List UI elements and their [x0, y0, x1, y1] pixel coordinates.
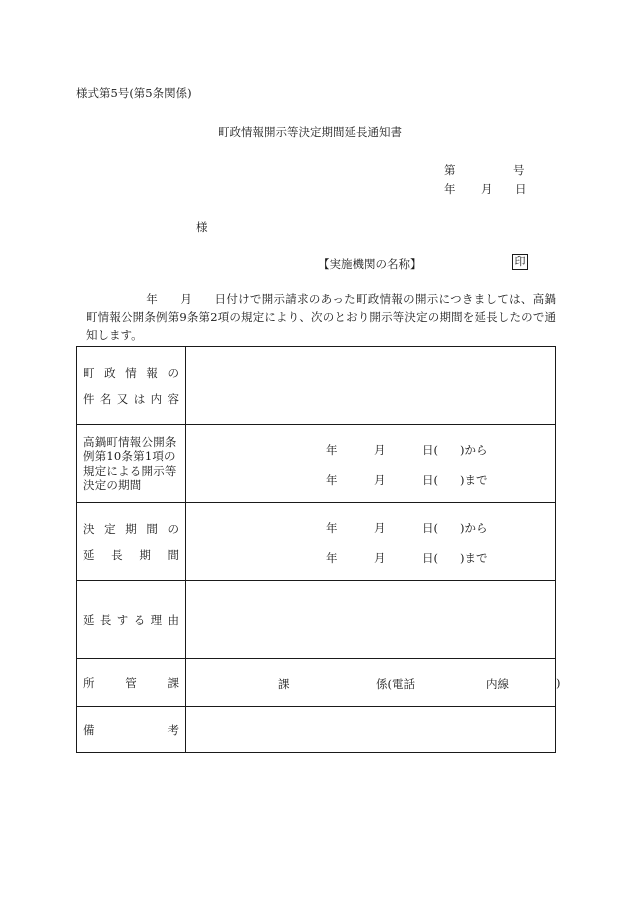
- department-contact-line: 課 係(電話 内線 ): [278, 675, 561, 691]
- table-row-original-period: [77, 425, 556, 503]
- notice-table: [76, 346, 561, 753]
- row-label-original-period: 高鍋町情報公開条例第10条第1項の規定による開示等決定の期間: [77, 425, 186, 503]
- table-row-reason: [77, 581, 556, 659]
- issue-date-year: 年: [444, 182, 456, 196]
- issue-date-month: 月: [481, 182, 493, 196]
- table-row-department: [77, 659, 556, 707]
- seal-stamp-box: 印: [512, 254, 528, 270]
- form-number: 様式第5号(第5条関係): [76, 86, 192, 100]
- addressee-honorific: 様: [196, 220, 208, 234]
- original-period-field[interactable]: [186, 425, 556, 503]
- table-row-remarks: [77, 707, 556, 753]
- department-field[interactable]: [186, 659, 561, 707]
- row-label-remarks: 備 考: [77, 707, 186, 753]
- body-month: 月: [180, 292, 193, 306]
- table-row-subject: [77, 347, 556, 425]
- doc-number-suffix: 号: [513, 163, 525, 177]
- extended-period-from: 年 月 日( )から: [326, 520, 488, 535]
- original-period-to: 年 月 日( )まで: [326, 472, 488, 487]
- body-paragraph: [86, 290, 556, 344]
- issue-date-day: 日: [515, 182, 527, 196]
- body-year: 年: [146, 292, 159, 306]
- reason-field[interactable]: [186, 581, 556, 659]
- doc-number-prefix: 第: [444, 163, 456, 177]
- row-label-subject: 町政情報の 件名又は内容: [77, 347, 186, 425]
- body-text: 日付けで開示請求のあった町政情報の開示につきましては、高鍋町情報公開条例第9条第2項の規定により、次のとおり開示等決定の期間を延長したので通知します。: [86, 292, 557, 342]
- row-label-department: 所 管 課: [77, 659, 186, 707]
- row-label-extended-period: 決定期間の 延長期間: [77, 503, 186, 581]
- document-title: 町政情報開示等決定期間延長通知書: [218, 125, 402, 139]
- row-label-reason: 延長する理由: [77, 581, 186, 659]
- extended-period-field[interactable]: [186, 503, 556, 581]
- remarks-field[interactable]: [186, 707, 556, 753]
- subject-field[interactable]: [186, 347, 556, 425]
- extended-period-to: 年 月 日( )まで: [326, 550, 488, 565]
- agency-name: 【実施機関の名称】: [318, 257, 422, 271]
- original-period-from: 年 月 日( )から: [326, 442, 488, 457]
- table-row-extended-period: [77, 503, 556, 581]
